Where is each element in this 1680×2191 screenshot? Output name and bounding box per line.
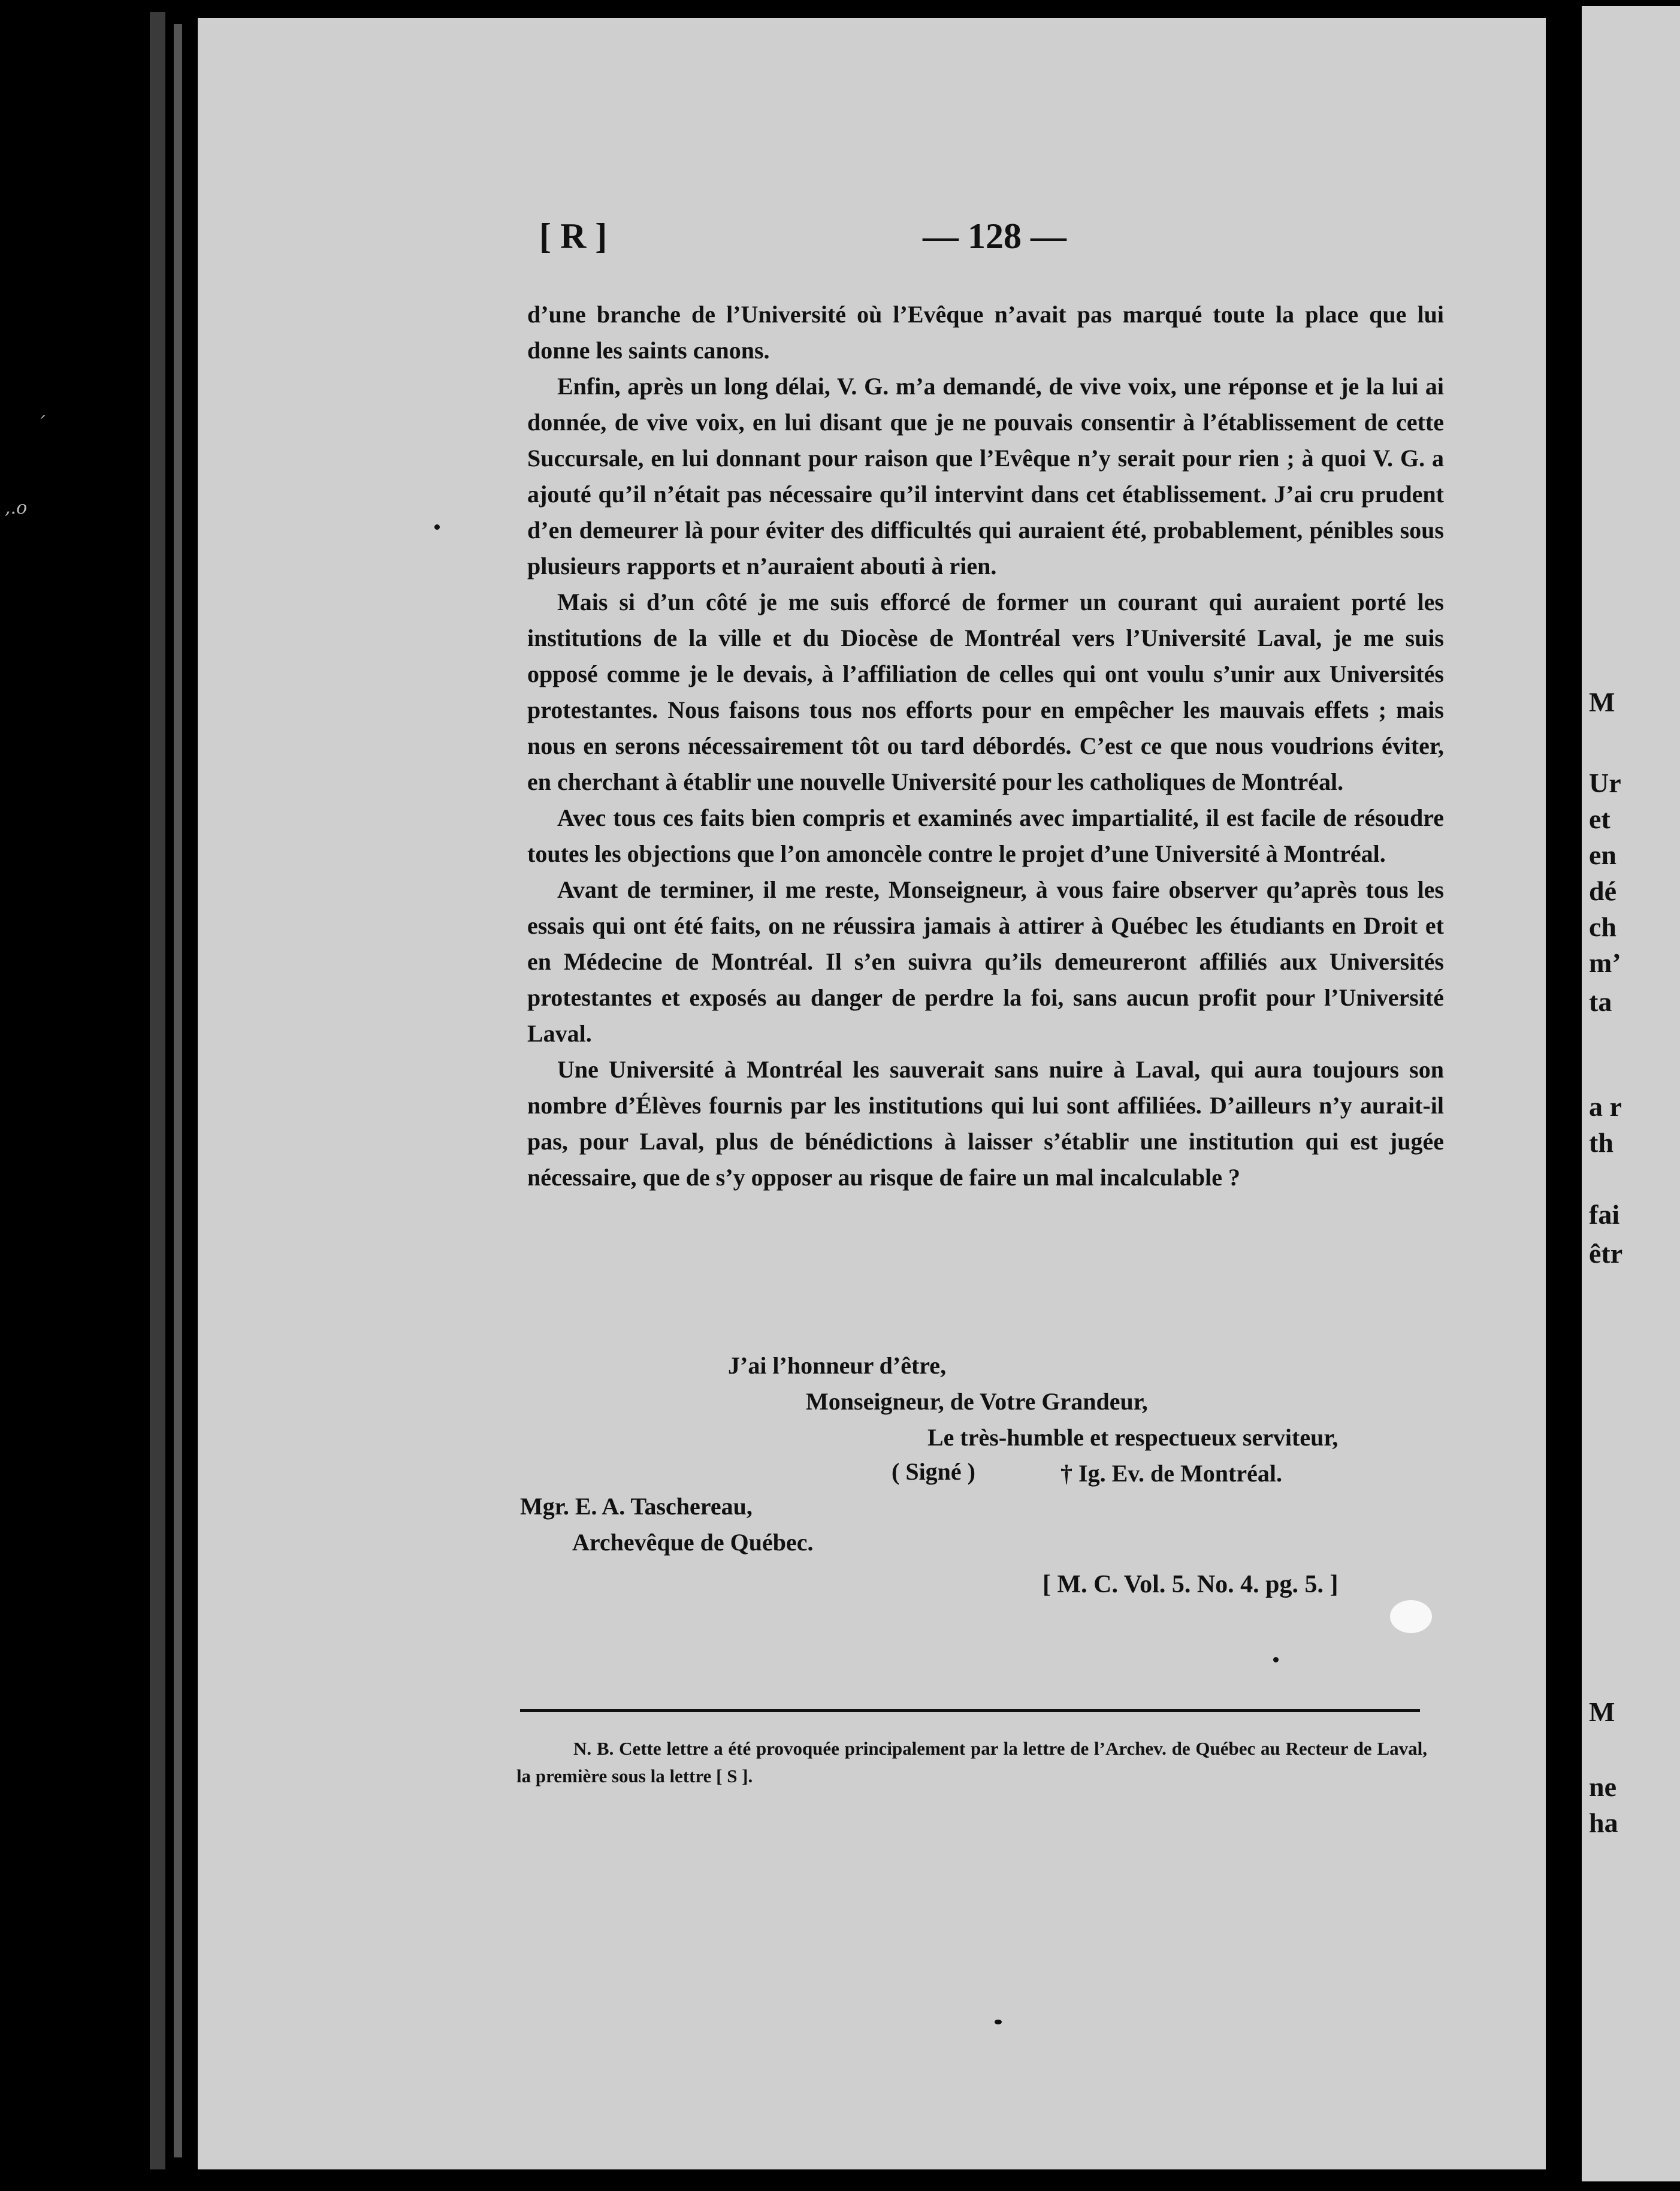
page-gutter [1546, 0, 1582, 2191]
next-page-text: th [1589, 1127, 1613, 1158]
next-page-text: a r [1589, 1091, 1622, 1122]
next-page-text: en [1589, 840, 1616, 870]
footnote: N. B. Cette lettre a été provoquée principalement par la lettre de l’Archev. de Québec au Recteur de Laval, la première sous la lettre [ S ]. [516, 1738, 1427, 1786]
next-page-text: êtr [1589, 1238, 1623, 1269]
next-page-text: ta [1589, 986, 1612, 1017]
paper-speck [1273, 1657, 1279, 1662]
closing-line: Le très-humble et respectueux serviteur, [927, 1424, 1338, 1451]
paragraph: d’une branche de l’Université où l’Evêque n’avait pas marqué toute la place que lui donne les saints canons. [527, 301, 1444, 364]
signature-mark: [ R ] [539, 216, 608, 256]
next-page-text: m’ [1589, 947, 1621, 978]
next-page-text: ch [1589, 912, 1616, 942]
next-page-text: et [1589, 804, 1610, 834]
margin-mark: ,.o [5, 497, 28, 518]
addressee-title: Archevêque de Québec. [572, 1529, 814, 1556]
closing-line: Monseigneur, de Votre Grandeur, [806, 1388, 1148, 1415]
next-page-text: Ur [1589, 768, 1621, 798]
closing-line: J’ai l’honneur d’être, [728, 1352, 947, 1379]
margin-mark: ´ [36, 414, 45, 434]
signature: † Ig. Ev. de Montréal. [1060, 1460, 1282, 1487]
next-page-text: M [1589, 687, 1615, 717]
page-stack-edge [150, 12, 165, 2169]
page-stack-edge-inner [174, 24, 182, 2157]
next-page-text: dé [1589, 876, 1616, 906]
book-binding [0, 0, 198, 2191]
next-page-text: M [1589, 1697, 1615, 1727]
paper-speck [434, 524, 440, 530]
footnote-divider [520, 1709, 1420, 1712]
letter-body [527, 297, 1444, 1196]
addressee-name: Mgr. E. A. Taschereau, [520, 1493, 753, 1520]
next-page-text: fai [1589, 1199, 1620, 1230]
paper-blemish [1390, 1600, 1432, 1633]
paragraph: Mais si d’un côté je me suis efforcé de former un courant qui auraient porté les institutions de la ville et du Diocèse de Montréal vers l’Université Laval, je me suis opposé comme je le devais, à l’affiliation de celles qui ont voulu s’unir aux Universités protestantes. Nous faisons tous nos efforts pour en empêcher les mauvais effets ; mais nous en serons nécessairement tôt ou tard débordés. C’est ce que nous voudrions éviter, en cherchant à établir une nouvelle Université pour les catholiques de Montréal. [527, 589, 1444, 795]
paragraph: Avant de terminer, il me reste, Monseigneur, à vous faire observer qu’après tous les essais qui ont été faits, on ne réussira jamais à attirer à Québec les étudiants en Droit et en Médecine de Montréal. Il s’en suivra qu’ils demeureront affiliés aux Universités protestantes et exposés au danger de perdre la foi, sans aucun profit pour l’Université Laval. [527, 876, 1444, 1047]
page-number: — 128 — [923, 216, 1066, 256]
source-reference: [ M. C. Vol. 5. No. 4. pg. 5. ] [1043, 1571, 1338, 1598]
paper-speck [995, 2020, 1002, 2024]
next-page-text: ne [1589, 1771, 1616, 1802]
adjacent-page-fragment [1582, 6, 1680, 2181]
paragraph: Enfin, après un long délai, V. G. m’a demandé, de vive voix, une réponse et je la lui ai donnée, de vive voix, en lui disant que je ne pouvais consentir à l’établissement de cette Succursale, en lui donnant pour raison que l’Evêque n’y serait pour rien ; à quoi V. G. a ajouté qu’il n’était pas nécessaire qu’il intervint dans cet établissement. J’ai cru prudent d’en demeurer là pour éviter des difficultés qui auraient été, probablement, pénibles sous plusieurs rapports et n’auraient abouti à rien. [527, 373, 1444, 580]
signed-note: ( Signé ) [892, 1458, 975, 1485]
next-page-text: ha [1589, 1807, 1618, 1838]
paragraph: Une Université à Montréal les sauverait sans nuire à Laval, qui aura toujours son nombre d’Élèves fournis par les institutions qui lui sont affiliées. D’ailleurs n’y aurait-il pas, pour Laval, plus de bénédictions à laisser s’établir une institution qui est jugée nécessaire, que de s’y opposer au risque de faire un mal incalculable ? [527, 1056, 1444, 1191]
paragraph: Avec tous ces faits bien compris et examinés avec impartialité, il est facile de résoudre toutes les objections que l’on amoncèle contre le projet d’une Université à Montréal. [527, 804, 1444, 867]
